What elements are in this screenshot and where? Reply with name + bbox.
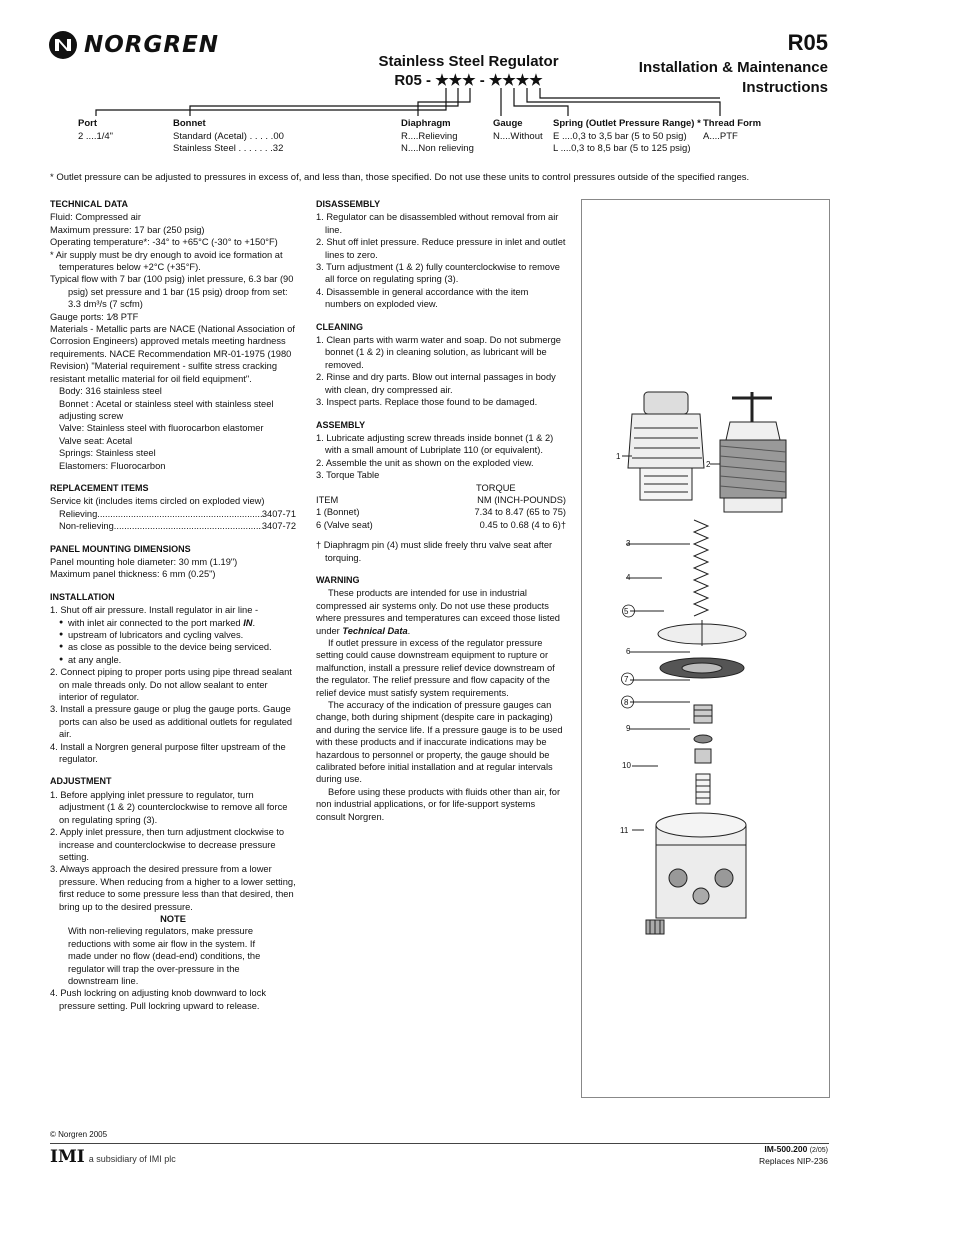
code-gauge-head: Gauge bbox=[493, 118, 523, 129]
tech-line: Materials - Metallic parts are NACE (National Association of Corrosion Engineers) approved metals meeting hardness requirements. NACE Recommendation MR-01-1975 (1980 Revision) "Material requirement - sulfite stress cracking resistant metallic material for oil field equipment". bbox=[50, 324, 295, 384]
code-diaphragm-option: R....Relieving bbox=[401, 130, 458, 142]
torque-item: 6 (Valve seat) bbox=[316, 519, 373, 530]
section-heading: TECHNICAL DATA bbox=[50, 199, 128, 209]
torque-row bbox=[316, 506, 566, 518]
step: 1. Regulator can be disassembled without removal from air line. bbox=[316, 212, 559, 235]
step: 2. Assemble the unit as shown on the exploded view. bbox=[316, 457, 534, 468]
code-thread-option: A....PTF bbox=[703, 130, 738, 142]
step: 3. Always approach the desired pressure from a lower pressure. When reducing from a higher to a lower setting, first reduce to some pressure less than that desired, then bring up to the desired pressure. bbox=[50, 864, 296, 912]
section-heading: INSTALLATION bbox=[50, 591, 115, 602]
note-heading: NOTE bbox=[160, 913, 186, 924]
material-line: Springs: Stainless steel bbox=[59, 448, 156, 459]
code-port-head: Port bbox=[78, 118, 97, 129]
note-text: With non-relieving regulators, make pressure reductions with some air flow in the system. If made under no flow (dead-end) conditions, the regulator will trap the over-pressure in the downstream line. bbox=[68, 926, 261, 986]
step: 3. Turn adjustment (1 & 2) fully counterclockwise to remove all force on regulating spring (3). bbox=[316, 262, 560, 285]
code-bonnet bbox=[173, 118, 284, 156]
port-mark: IN bbox=[243, 617, 253, 628]
code-gauge-option: N....Without bbox=[493, 130, 543, 142]
material-line: Bonnet : Acetal or stainless steel with stainless steel adjusting screw bbox=[59, 398, 274, 421]
code-spring-head: Spring (Outlet Pressure Range) * bbox=[553, 118, 701, 129]
panel-line: Panel mounting hole diameter: 30 mm (1.19") bbox=[50, 556, 238, 567]
part-label-1: 1 bbox=[616, 452, 621, 461]
material-line: Elastomers: Fluorocarbon bbox=[59, 460, 166, 471]
warning-emphasis: Technical Data bbox=[342, 625, 408, 636]
tech-line: Fluid: Compressed air bbox=[50, 212, 141, 223]
tech-line: Typical flow with 7 bar (100 psig) inlet pressure, 6.3 bar (90 psig) set pressure and 1 bar (15 psig) droop from set: 3.3 dm³/s (7 scfm) bbox=[50, 274, 294, 310]
kit-number: 3407-71 bbox=[261, 508, 296, 519]
imi-logo bbox=[50, 1147, 176, 1167]
part-label-7: 7 bbox=[624, 675, 629, 684]
step: 4. Disassemble in general accordance with the item numbers on exploded view. bbox=[316, 286, 529, 310]
bullet-text: with inlet air connected to the port marked bbox=[68, 617, 244, 628]
step: 2. Shut off inlet pressure. Reduce pressure in inlet and outlet lines to zero. bbox=[316, 237, 566, 260]
step: 1. Shut off air pressure. Install regulator in air line - bbox=[50, 605, 259, 616]
valve-spring-part bbox=[696, 774, 710, 804]
product-title: Stainless Steel Regulator bbox=[378, 53, 559, 70]
code-spring-option: L ....0,3 to 8,5 bar (5 to 125 psig) bbox=[553, 143, 691, 154]
replacement-line: Service kit (includes items circled on exploded view) bbox=[50, 496, 265, 507]
step: 4. Install a Norgren general purpose filter upstream of the regulator. bbox=[50, 741, 286, 765]
part-label-3: 3 bbox=[626, 539, 631, 548]
document-number-block bbox=[759, 1144, 828, 1167]
document-number: IM-500.200 bbox=[764, 1144, 808, 1154]
section-heading: PANEL MOUNTING DIMENSIONS bbox=[50, 543, 191, 554]
torque-row bbox=[316, 519, 566, 531]
part-label-2: 2 bbox=[706, 460, 711, 469]
panel-line: Maximum panel thickness: 6 mm (0.25") bbox=[50, 569, 216, 580]
torque-table bbox=[316, 482, 566, 532]
code-gauge bbox=[493, 118, 543, 143]
step: 2. Connect piping to proper ports using pipe thread sealant on male threads only. Do not allow sealant to enter interior of regulator. bbox=[50, 667, 292, 703]
section-heading: REPLACEMENT ITEMS bbox=[50, 482, 149, 493]
step: 2. Rinse and dry parts. Blow out internal passages in body with clean, dry compressed air. bbox=[316, 372, 556, 395]
warning-paragraph: If outlet pressure in excess of the regulator pressure setting could cause downstream equipment to rupture or malfunction, install a pressure relief device downstream of the regulator. The relief pressure and flow capacity of the relief device must satisfy system requirements. bbox=[316, 638, 555, 698]
section-heading: ASSEMBLY bbox=[316, 419, 366, 430]
warning-paragraph: Before using these products with fluids other than air, for non industrial applications, or for life-support systems consult Norgren. bbox=[316, 786, 561, 822]
bonnet-stainless-part bbox=[720, 392, 786, 512]
code-diaphragm-option: N....Non relieving bbox=[401, 143, 474, 154]
warning-text: . bbox=[407, 625, 411, 636]
code-bonnet-head: Bonnet bbox=[173, 118, 206, 129]
part-label-6: 6 bbox=[626, 647, 631, 656]
model-number: R05 bbox=[787, 30, 828, 55]
document-date: (2/05) bbox=[809, 1147, 828, 1154]
brand-name: NORGREN bbox=[84, 32, 220, 58]
tech-line: Maximum pressure: 17 bar (250 psig) bbox=[50, 224, 205, 235]
middle-column bbox=[316, 192, 566, 823]
warning-paragraph bbox=[316, 587, 566, 637]
bullet: ● as close as possible to the device being serviced. bbox=[50, 641, 296, 653]
service-kit-non-relieving bbox=[50, 520, 296, 532]
replaces-note: Replaces NIP-236 bbox=[759, 1156, 828, 1166]
part-label-8: 8 bbox=[624, 698, 629, 707]
left-column bbox=[50, 192, 296, 1012]
warning-text: These products are intended for use in industrial compressed air systems only. Do not use these products where pressures and temperatures can exceed those listed under bbox=[316, 588, 560, 636]
code-port bbox=[78, 118, 113, 143]
tech-line: Operating temperature*: -34° to +65°C (-30° to +150°F) bbox=[50, 237, 278, 248]
bullet: ● upstream of lubricators and cycling valves. bbox=[50, 629, 296, 641]
part-label-9: 9 bbox=[626, 724, 631, 733]
valve-seat-part bbox=[694, 705, 712, 723]
bonnet-acetal-part bbox=[628, 392, 704, 500]
code-bonnet-option: Stainless Steel . . . . . . .32 bbox=[173, 143, 284, 154]
part-label-10: 10 bbox=[622, 761, 631, 770]
torque-item: 1 (Bonnet) bbox=[316, 507, 360, 518]
part-label-5: 5 bbox=[624, 607, 629, 616]
bullet: ● at any angle. bbox=[50, 654, 296, 666]
step: 4. Push lockring on adjusting knob downward to lock pressure setting. Pull lockring upward to release. bbox=[50, 988, 267, 1011]
code-port-option: 2 ....1/4" bbox=[78, 130, 114, 142]
step: 3. Inspect parts. Replace those found to be damaged. bbox=[316, 397, 538, 408]
kit-number: 3407-72 bbox=[261, 521, 296, 532]
valve-part bbox=[695, 749, 711, 763]
pressure-note: * Outlet pressure can be adjusted to pressures in excess of, and less than, those specified. Do not use these units to control pressures outside of the specified ranges. bbox=[50, 172, 750, 183]
torque-header: TORQUE bbox=[476, 482, 516, 493]
document-title-line2: Instructions bbox=[742, 79, 828, 96]
torque-unit-header: NM (INCH-POUNDS) bbox=[477, 494, 566, 505]
code-thread bbox=[703, 118, 761, 143]
code-spring bbox=[553, 118, 701, 156]
material-line: Valve: Stainless steel with fluorocarbon elastomer bbox=[59, 423, 264, 434]
step: 1. Lubricate adjusting screw threads inside bonnet (1 & 2) with a small amount of Lubriplate 110 (or equivalent). bbox=[316, 432, 554, 456]
tech-line: * Air supply must be dry enough to avoid ice formation at temperatures below +2°C (+35°F). bbox=[50, 249, 283, 273]
torque-footnote: † Diaphragm pin (4) must slide freely thru valve seat after torquing. bbox=[316, 540, 553, 563]
code-diaphragm bbox=[401, 118, 474, 156]
kit-label: Non-relieving bbox=[59, 521, 114, 532]
copyright: © Norgren 2005 bbox=[50, 1130, 108, 1139]
material-line: Body: 316 stainless steel bbox=[59, 386, 162, 397]
code-bonnet-option: Standard (Acetal) . . . . .00 bbox=[173, 130, 284, 142]
service-kit-relieving bbox=[50, 508, 296, 520]
code-connector-lines bbox=[0, 0, 954, 130]
regulating-spring-part bbox=[694, 520, 708, 616]
section-heading: ADJUSTMENT bbox=[50, 776, 112, 787]
imi-wordmark: IMI bbox=[50, 1147, 85, 1167]
code-thread-head: Thread Form bbox=[703, 118, 762, 129]
torque-value: 0.45 to 0.68 (4 to 6)† bbox=[479, 519, 566, 530]
section-heading: CLEANING bbox=[316, 321, 363, 332]
exploded-view-panel bbox=[581, 199, 830, 1098]
part-label-4: 4 bbox=[626, 573, 631, 582]
torque-value: 7.34 to 8.47 (65 to 75) bbox=[474, 507, 566, 518]
step: 3. Torque Table bbox=[316, 470, 380, 481]
section-heading: WARNING bbox=[316, 574, 360, 585]
code-spring-option: E ....0,3 to 3,5 bar (5 to 50 psig) bbox=[553, 130, 687, 142]
document-title-line1: Installation & Maintenance bbox=[638, 59, 828, 76]
step: 3. Install a pressure gauge or plug the gauge ports. Gauge ports can also be used as additional outlets for regulated air. bbox=[50, 704, 293, 740]
step: 2. Apply inlet pressure, then turn adjustment clockwise to increase and counterclockwise to decrease pressure setting. bbox=[50, 827, 285, 862]
tech-line: Gauge ports: 1⁄8 PTF bbox=[50, 311, 139, 322]
code-diaphragm-head: Diaphragm bbox=[401, 118, 451, 129]
step: 1. Before applying inlet pressure to regulator, turn adjustment (1 & 2) counterclockwise to remove all force on regulating spring (3). bbox=[50, 789, 288, 825]
kit-label: Relieving bbox=[59, 508, 98, 519]
bullet: ● with inlet air connected to the port marked IN. bbox=[50, 617, 296, 629]
footer-divider bbox=[50, 1143, 829, 1144]
section-heading: DISASSEMBLY bbox=[316, 199, 381, 209]
material-line: Valve seat: Acetal bbox=[59, 435, 133, 446]
torque-item-header: ITEM bbox=[316, 494, 339, 505]
model-code: R05 - ★★★ - ★★★★ bbox=[394, 72, 543, 89]
exploded-view-diagram bbox=[582, 200, 829, 1097]
imi-subsidiary: a subsidiary of IMI plc bbox=[88, 1154, 176, 1164]
step: 1. Clean parts with warm water and soap. Do not submerge bonnet (1 & 2) in cleaning solution, as lubricant will be removed. bbox=[316, 335, 561, 370]
warning-paragraph: The accuracy of the indication of pressure gauges can change, both during shipment (despite care in packaging) and during the service life. If a pressure gauge is to be used with these products and if inaccurate indications may be hazardous to personnel or property, the gauge should be calibrated before initial installation and at regular intervals during use. bbox=[316, 700, 563, 785]
o-ring-part bbox=[694, 735, 712, 743]
torque-header-row bbox=[316, 494, 566, 506]
part-label-11: 11 bbox=[620, 826, 629, 835]
